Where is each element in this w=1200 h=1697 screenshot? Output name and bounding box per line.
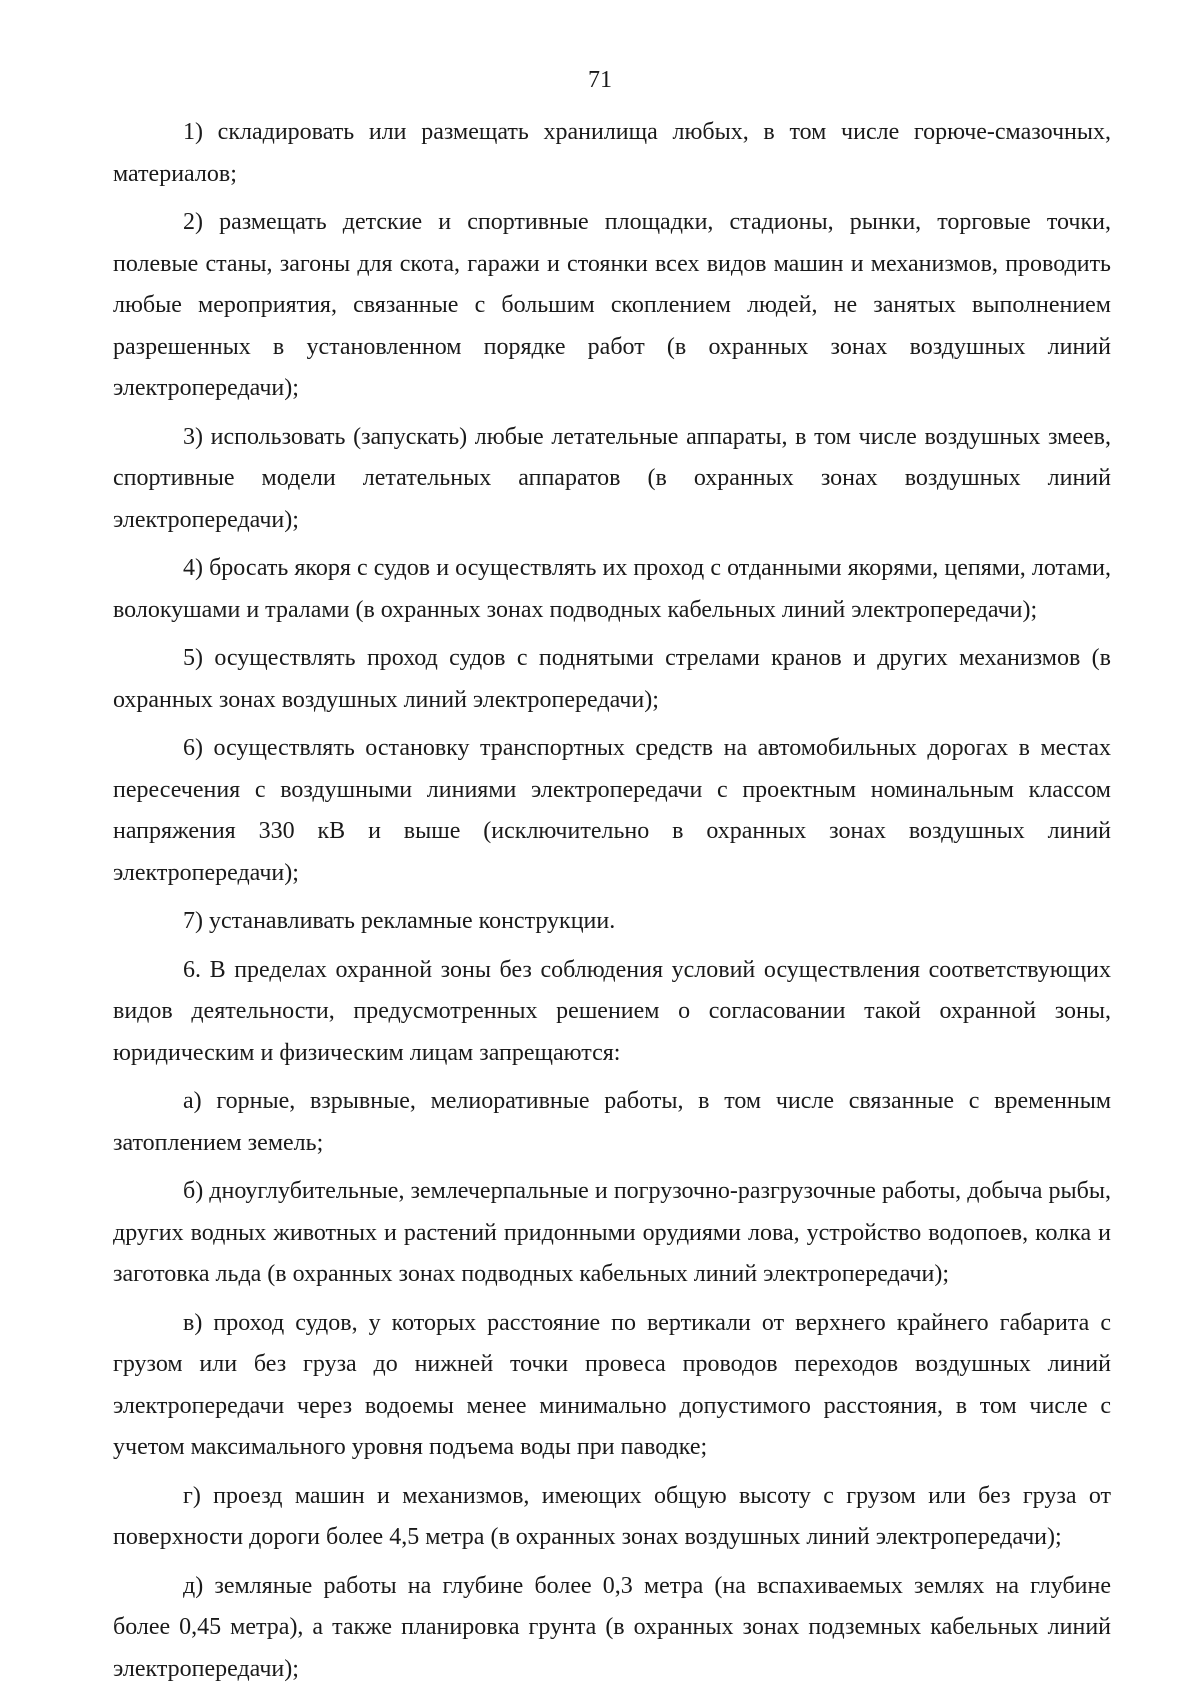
section-6-paragraph: 6. В пределах охранной зоны без соблюдения условий осуществления соответствующих видов деятельности, предусмотренных решением о согласовании такой охранной зоны, юридическим и физическим лицам запрещаются: [113, 956, 1111, 1066]
list-item-3: 3) использовать (запускать) любые летательные аппараты, в том числе воздушных змеев, спортивные модели летательных аппаратов (в охранных зонах воздушных линий электропередачи); [113, 423, 1111, 533]
list-item-b: б) дноуглубительные, землечерпальные и погрузочно-разгрузочные работы, добыча рыбы, других водных животных и растений придонными орудиями лова, устройство водопоев, колка и заготовка льда (в охранных зонах подводных кабельных линий электропередачи); [113, 1178, 1111, 1287]
list-item-d: д) земляные работы на глубине более 0,3 метра (на вспахиваемых землях на глубине более 0,45 метра), а также планировка грунта (в охранных зонах подземных кабельных линий электропередачи); [113, 1572, 1111, 1682]
list-item-4: 4) бросать якоря с судов и осуществлять их проход с отданными якорями, цепями, лотами, волокушами и тралами (в охранных зонах подводных кабельных линий электропередачи); [113, 555, 1111, 623]
list-item-5: 5) осуществлять проход судов с поднятыми стрелами кранов и других механизмов (в охранных зонах воздушных линий электропередачи); [113, 645, 1111, 713]
list-item-6: 6) осуществлять остановку транспортных средств на автомобильных дорогах в местах пересечения с воздушными линиями электропередачи с проектным номинальным классом напряжения 330 кВ и выше (исключительно в охранных зонах воздушных линий электропередачи); [113, 735, 1111, 886]
list-item-7: 7) устанавливать рекламные конструкции. [183, 908, 616, 934]
document-body [113, 112, 1111, 1697]
page-number: 71 [588, 67, 612, 93]
list-item-v: в) проход судов, у которых расстояние по вертикали от верхнего крайнего габарита с грузом или без груза до нижней точки провеса проводов переходов воздушных линий электропередачи через водоемы менее минимально допустимого расстояния, в том числе с учетом максимального уровня подъема воды при паводке; [113, 1309, 1111, 1460]
list-item-g: г) проезд машин и механизмов, имеющих общую высоту с грузом или без груза от поверхности дороги более 4,5 метра (в охранных зонах воздушных линий электропередачи); [113, 1482, 1111, 1550]
list-item-a: а) горные, взрывные, мелиоративные работы, в том числе связанные с временным затоплением земель; [113, 1088, 1111, 1156]
list-item-2: 2) размещать детские и спортивные площадки, стадионы, рынки, торговые точки, полевые станы, загоны для скота, гаражи и стоянки всех видов машин и механизмов, проводить любые мероприятия, связанные с большим скоплением людей, не занятых выполнением разрешенных в установленном порядке работ (в охранных зонах воздушных линий электропередачи); [113, 209, 1111, 401]
list-item-1: 1) складировать или размещать хранилища любых, в том числе горюче-смазочных, материалов; [113, 119, 1111, 187]
